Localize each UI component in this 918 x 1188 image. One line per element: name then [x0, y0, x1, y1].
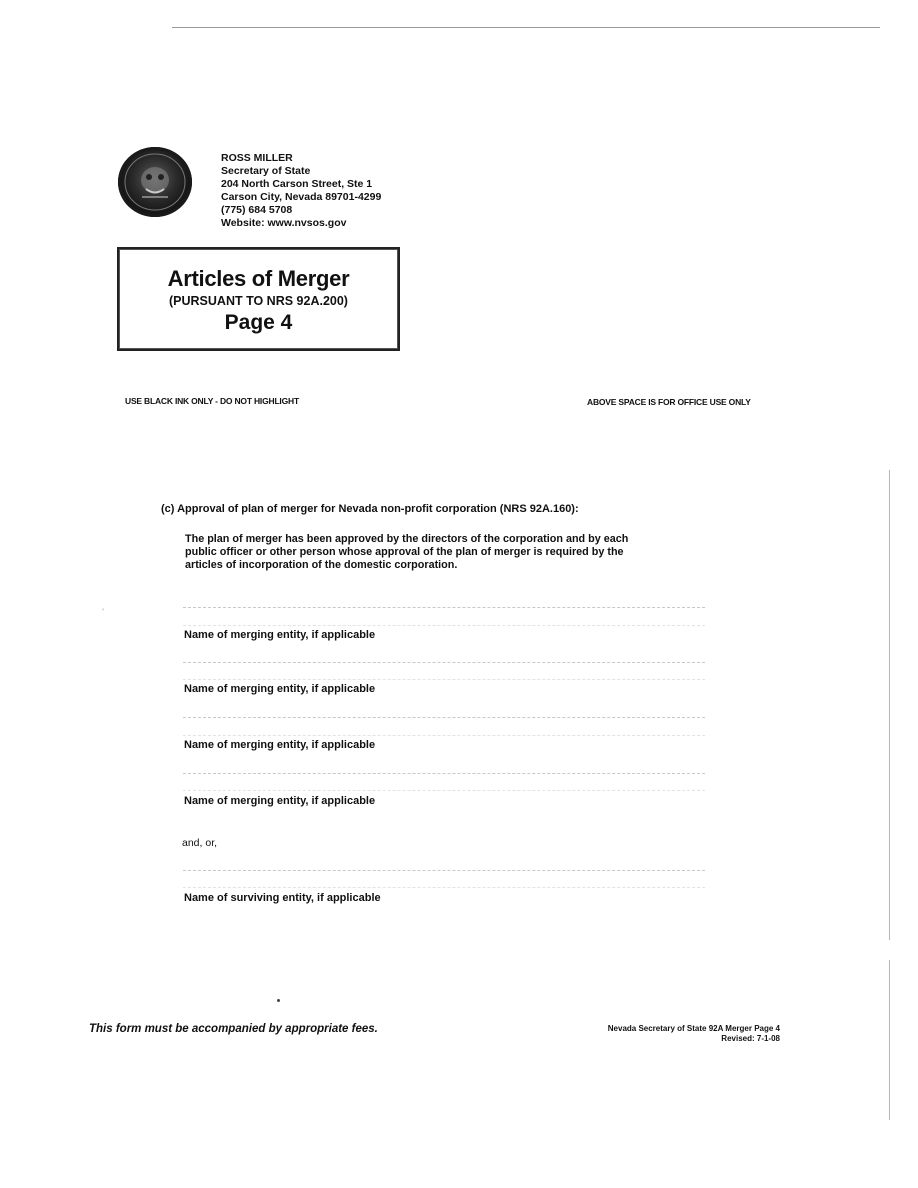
approval-line: public officer or other person whose approval of the plan of merger is required by the [185, 546, 624, 558]
section-c-heading: (c) Approval of plan of merger for Nevada non-profit corporation (NRS 92A.160): [161, 503, 579, 515]
merging-entity-label-3: Name of merging entity, if applicable [184, 739, 376, 751]
merging-entity-label-1: Name of merging entity, if applicable [184, 629, 376, 641]
merging-entity-line-2 [183, 679, 705, 680]
form-title-box [117, 247, 400, 351]
merging-entity-line-4[interactable] [183, 773, 705, 774]
approval-statement [185, 533, 685, 572]
top-scan-rule [172, 27, 880, 28]
merging-entity-label-4: Name of merging entity, if applicable [184, 795, 376, 807]
form-statute: (PURSUANT TO NRS 92A.200) [169, 294, 348, 308]
ink-notice: USE BLACK INK ONLY - DO NOT HIGHLIGHT [125, 396, 299, 406]
office-use-notice: ABOVE SPACE IS FOR OFFICE USE ONLY [587, 397, 751, 407]
revision-date: Revised: 7-1-08 [721, 1034, 780, 1043]
office-address-block [221, 152, 381, 230]
scan-speck [277, 999, 280, 1002]
form-footer-id [560, 1024, 780, 1044]
merging-entity-line-4 [183, 790, 705, 791]
street-address: 204 North Carson Street, Ste 1 [221, 178, 373, 190]
surviving-entity-line [183, 887, 705, 888]
merging-entity-line-3 [183, 735, 705, 736]
website: Website: www.nvsos.gov [221, 217, 347, 229]
form-page-number: Page 4 [224, 311, 293, 334]
merging-entity-line-3[interactable] [183, 717, 705, 718]
surviving-entity-label: Name of surviving entity, if applicable [184, 892, 381, 904]
office-title: Secretary of State [221, 165, 311, 177]
state-seal-icon [118, 147, 192, 217]
approval-line: The plan of merger has been approved by the directors of the corporation and by each [185, 533, 629, 545]
approval-line: articles of incorporation of the domestic corporation. [185, 559, 458, 571]
fees-notice: This form must be accompanied by appropriate fees. [89, 1023, 378, 1035]
phone-number: (775) 684 5708 [221, 204, 293, 216]
scan-mark: ’ [102, 607, 104, 617]
merging-entity-line-1 [183, 625, 705, 626]
scan-edge-line [889, 960, 890, 1120]
scan-edge-line [889, 470, 890, 940]
form-title: Articles of Merger [167, 266, 350, 291]
form-reference: Nevada Secretary of State 92A Merger Page 4 [607, 1024, 780, 1033]
merging-entity-line-1[interactable] [183, 607, 705, 608]
merging-entity-label-2: Name of merging entity, if applicable [184, 683, 376, 695]
and-or-text: and, or, [182, 837, 218, 849]
surviving-entity-line[interactable] [183, 870, 705, 871]
merging-entity-line-2[interactable] [183, 662, 705, 663]
city-address: Carson City, Nevada 89701-4299 [221, 191, 382, 203]
secretary-name: ROSS MILLER [221, 152, 293, 164]
